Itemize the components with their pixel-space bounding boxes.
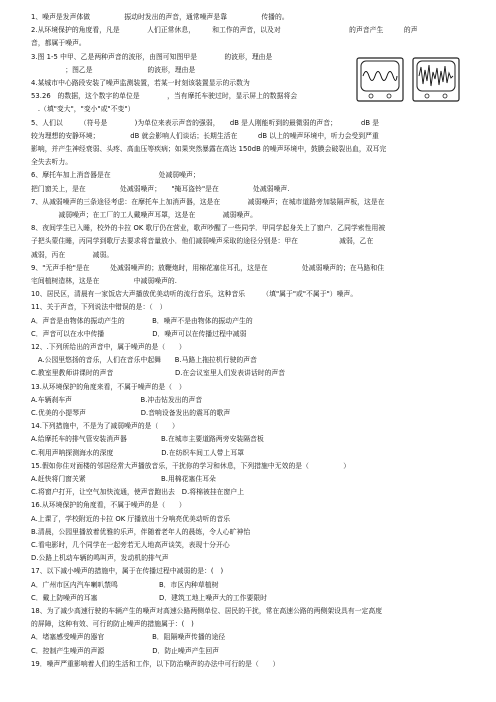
text-line: 减弱噪声；在工厂的工人戴噪声耳罩，这是在 减弱噪声。	[31, 211, 257, 219]
text-line: 19．噪声严重影响着人们的生活和工作，以下防治噪声的办法中可行的是（ ）	[31, 659, 280, 668]
text-line: 8、夜间学生已入睡，校外的卡拉 OK 歌厅仍在营业，歌声吵醒了一些同学．甲同学起身关上了窗户．乙同学索性用被	[31, 224, 386, 233]
text-line: 15.假如你住对面楼的邻居经常大声播放音乐，干扰你的学习和休息，下列措施中无效的是（ ）	[31, 461, 351, 470]
text-line: A．堵塞感受噪声的器官 B．阻隔噪声传播的途径	[31, 633, 226, 642]
text-line: 12、.下列所给出的声音中，属于噪声的是（ ）	[31, 343, 186, 351]
text-line: A.给摩托车的排气管安装消声器 B.在城市主要道路两旁安装隔音板	[31, 435, 264, 444]
text-line: 9、"无声手枪"是在 处减弱噪声的；放鞭炮时，用棉花塞住耳孔，这是在 处减弱噪声的；在马路和住	[31, 263, 385, 272]
text-line: 宅间植树造林，这是在 中减弱噪声的.	[31, 277, 177, 285]
text-line: 16.从环境保护的角度看，不属于噪声的是（ ）	[31, 501, 186, 510]
text-line: 5、人们以 （符号是 )为单位来表示声音的强弱， dB 是人刚能听到的最微弱的声音； dB 是	[31, 118, 380, 127]
text-line: C.将窗户打开，让空气加快流通，使声音跑出去 D.将棉被挂在窗户上	[31, 488, 245, 497]
text-line: C．控制产生噪声的声源 D．防止噪声产生回声	[31, 646, 220, 655]
text-line: C.看电影时，几个同学在一起旁若无人地高声谈笑，表现十分开心	[31, 541, 230, 549]
text-line: A.车辆刹车声 B.冲击钻发出的声音	[31, 395, 203, 404]
text-line: 把门窗关上，是在 处减弱噪声； "掩耳盗铃"是在 处减弱噪声.	[31, 184, 290, 193]
text-line: 17、以下减小噪声的措施中，属于在传播过程中减弱的是：( )	[31, 567, 224, 576]
text-line: 18、为了减少高速行驶的车辆产生的噪声对高速公路两侧单位、居民的干扰，常在高速公路的两侧架设具有一定高度	[31, 607, 383, 615]
text-line: 音，都属于噪声。	[31, 39, 86, 48]
text-line: 全失去听力。	[31, 158, 73, 167]
text-line: 2.从环境保护的角度看，凡是 人们正常休息， 和工作的声音，以及对 的声音产生 的声	[31, 26, 418, 35]
text-line: 子把头蒙住睡，丙同学到歌厅去要求将音量放小．他们减弱噪声采取的途径分别是：甲在 减弱，乙在	[31, 237, 374, 246]
waveform-yi-oscilloscope	[412, 57, 460, 102]
text-line: .（填"变大"，"变小"或"不变"）	[31, 105, 135, 114]
text-line: 7、从减弱噪声的三条途径考虑：在摩托车上加消声器，这是在 减弱噪声；在城市道路旁加装隔声板，这是在	[31, 197, 385, 206]
text-line: 10、居民区，清晨有一家饭店大声播放优美动听的流行音乐，这种音乐 （填"属于"或"不属于"）噪声。	[31, 290, 358, 299]
text-line: 11、关于声音，下列说法中错误的是：（ ）	[31, 303, 167, 312]
text-line: 减弱，丙在 减弱。	[31, 250, 114, 259]
text-line: 53.26 的数据，这个数字的单位是 ，当有摩托车驶过时，显示屏上的数据将会	[31, 92, 298, 101]
text-line: C.教室里教师讲课时的声音 D.在会议室里人们发表讲话时的声音	[31, 369, 286, 378]
text-line: C.优美的小提琴声 D.音响设备发出的震耳的歌声	[31, 409, 231, 417]
text-line: 4.某城市中心路段安装了噪声监测装置，若某一时刻该装置显示的示数为	[31, 79, 250, 87]
text-line: ；图乙是 的波形，理由是	[31, 65, 196, 74]
text-line: 6、摩托车加上消音器是在 处减弱噪声；	[31, 171, 200, 180]
text-line: A.上课了，学校附近的卡拉 OK 厅播放出十分响亮优美动听的音乐	[31, 514, 231, 523]
text-line: 的屏障，这种有效、可行的防止噪声的措施属于：( )	[31, 620, 194, 629]
waveform-jia-icon	[356, 57, 404, 102]
text-line: 3.图 1-5 中甲、乙是两种声音的波形，由图可知图甲是 的波形，理由是	[31, 52, 273, 61]
text-line: B.清晨，公园里播放着优雅的乐声，伴随着老年人的晨练，令人心旷神怡	[31, 527, 251, 536]
text-line: 影响，并产生神经衰弱、头疼、高血压等疾病；如果突然暴露在高达 150dB 的噪声环境中，鼓膜会破裂出血，双耳完	[31, 145, 387, 153]
text-line: C.利用声呐探测海水的深度 D.在纺织车间工人带上耳罩	[31, 448, 245, 457]
waveform-jia-oscilloscope	[356, 57, 404, 102]
text-line: 14.下列措施中，不是为了减弱噪声的是（ ）	[31, 422, 179, 431]
text-line: A.赶快将门窗关紧 B.用棉花塞住耳朵	[31, 475, 216, 483]
text-line: A．广州市区内汽车喇叭禁鸣 B．市区内种草植树	[31, 580, 219, 589]
text-line: C．声音可以在水中传播 D．噪声可以在传播过程中减弱	[31, 329, 247, 338]
text-line: 较为理想的安静环境； dB 就会影响人们谈话；长期生活在 dB 以上的噪声环境中，听力会受到严重	[31, 131, 379, 140]
waveform-yi-icon	[412, 57, 460, 102]
text-line: A．声音是由物体的振动产生的 B．噪声不是由物体的振动产生的	[31, 316, 253, 325]
text-line: A.公园里悠扬的音乐，人们在音乐中起舞 B.马路上拖拉机行驶的声音	[31, 356, 257, 365]
waveform-figure	[356, 57, 462, 104]
text-line: C．戴上防噪声的耳塞 D．建筑工地上噪声大的工作要限时	[31, 593, 268, 602]
text-line: 13.从环境保护的角度来看，不属于噪声的是（ ）	[31, 382, 186, 391]
text-line: D.公路上机动车辆的鸣叫声，发动机的排气声	[31, 554, 169, 563]
text-line: 1、噪声是发声体做 振动时发出的声音，通常噪声是靠 传播的。	[31, 13, 289, 21]
